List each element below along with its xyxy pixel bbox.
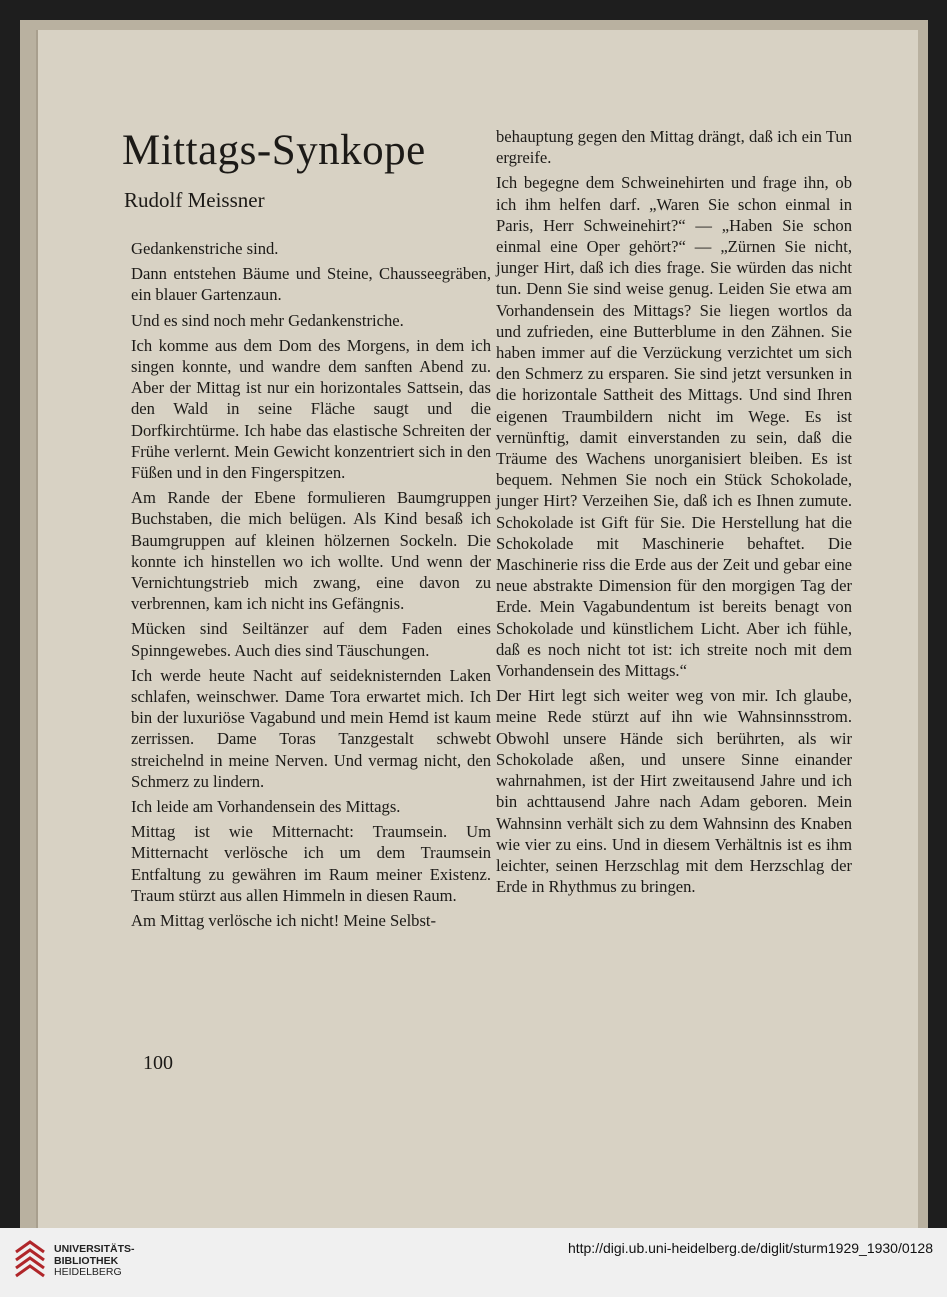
page-number: 100 <box>143 1052 173 1074</box>
right-text-column <box>496 126 852 901</box>
paragraph: Mücken sind Seiltänzer auf dem Faden eines Spinngewebes. Auch dies sind Täuschungen. <box>131 619 491 660</box>
paragraph: Ich werde heute Nacht auf seideknisternden Laken schlafen, weinschwer. Dame Tora erwartet mich. Ich bin der luxuriöse Vagabund und mein Hemd ist kaum zerrissen. Dame Toras Tanzgestalt schwebt streichelnd in meine Nerven. Und vermag nicht, den Schmerz zu lindern. <box>131 665 491 791</box>
paragraph: Dann entstehen Bäume und Steine, Chausseegräben, ein blauer Gartenzaun. <box>131 264 491 305</box>
permalink-url[interactable]: http://digi.ub.uni-heidelberg.de/diglit/sturm1929_1930/0128 <box>567 1240 933 1256</box>
article-title: Mittags-Synkope <box>122 127 426 174</box>
article-author: Rudolf Meissner <box>124 188 265 212</box>
paragraph: Am Mittag verlösche ich nicht! Meine Selbst- <box>131 911 437 931</box>
paragraph: behauptung gegen den Mittag drängt, daß ich ein Tun ergreife. <box>496 127 852 168</box>
paragraph: Ich leide am Vorhandensein des Mittags. <box>131 797 401 817</box>
paragraph: Der Hirt legt sich weiter weg von mir. Ich glaube, meine Rede stürzt auf ihn wie Wahnsinnsstrom. Obwohl unsere Hände sich berührten, als wir Schokolade aßen, und unsere Sinne einander wahrnahmen, ist der Hirt zweitausend Jahre und ich bin achttausend Jahre nach Adam geboren. Mein Wahnsinn verhält sich zu dem Wahnsinn des Knaben wie vier zu eins. Und in diesem Verhältnis ist es ihm leichter, seinen Herzschlag mit dem Herzschlag der Erde in Rhythmus zu bringen. <box>496 686 852 897</box>
logo-line: UNIVERSITÄTS- <box>54 1243 135 1255</box>
logo-line: HEIDELBERG <box>54 1266 122 1278</box>
paragraph: Gedankenstriche sind. <box>131 239 279 258</box>
paragraph: Ich komme aus dem Dom des Morgens, in dem ich singen konnte, und wandre dem sanften Abend zu. Aber der Mittag ist nur ein horizontales Sattsein, das den Wald in seine Fläche saugt und die Dorfkirchtürme. Ich habe das elastische Schreiten der Frühe verlernt. Mein Gewicht konzentriert sich in den Füßen und in den Fingerspitzen. <box>131 335 491 483</box>
library-logo[interactable] <box>10 1238 170 1284</box>
book-page <box>36 30 918 1228</box>
logo-line: BIBLIOTHEK <box>54 1254 119 1267</box>
paragraph: Und es sind noch mehr Gedankenstriche. <box>131 310 404 330</box>
paragraph: Mittag ist wie Mitternacht: Traumsein. Um Mitternacht verlösche ich um dem Traumsein Entfaltung zu gewähren im Raum meiner Existenz. Traum stürzt aus allen Himmeln in diesen Raum. <box>131 822 491 905</box>
library-logo-text <box>54 1244 135 1279</box>
paragraph: Am Rande der Ebene formulieren Baumgruppen Buchstaben, die mich belügen. Als Kind besaß ich Baumgruppen auf kleinen hölzernen Sockeln. Die konnte ich hinstellen wo ich wollte. Und wenn der Vernichtungstrieb mich zwang, eine davon zu verbrennen, kam ich nicht ins Gefängnis. <box>131 488 491 614</box>
paragraph: Ich begegne dem Schweinehirten und frage ihn, ob ich ihm helfen darf. „Waren Sie schon einmal in Paris, Herr Schweinehirt?“ — „Haben Sie schon einmal eine Oper gehört?“ — „Zürnen Sie nicht, junger Hirt, daß ich dies frage. Sie würden das nicht tun. Denn Sie sind weise genug. Leiden Sie etwa am Vorhandensein des Mittags? Sie liegen wortlos da und zufrieden, eine Butterblume in den Zähnen. Sie haben immer auf die Verzückung verzichtet um sich den Schmerz zu ersparen. Sie sind jetzt versunken in die horizontale Sattheit des Mittags. Und sind Ihren eigenen Traumbildern nicht im Wege. Es ist vernünftig, damit einverstanden zu sein, daß die Träume des Wachens unorganisiert bleiben. Es ist bequem. Nehmen Sie noch ein Stück Schokolade, junger Hirt? Verzeihen Sie, daß ich es Ihnen zumute. Schokolade ist Gift für Sie. Die Herstellung hat die Schokolade mit Maschinerie behaftet. Die Maschinerie riss die Erde aus der Zeit und gebar eine neue abstrakte Dimension für den morgigen Tag der Erde. Mein Vagabundentum ist bereits benagt von Schokolade und künstlichem Licht. Aber ich fühle, daß es noch nicht tot ist: ich streite noch mit dem Vorhandensein des Mittags.“ <box>496 173 852 681</box>
library-logo-icon <box>10 1238 50 1284</box>
viewer-footer <box>0 1228 947 1297</box>
left-text-column <box>131 238 491 935</box>
